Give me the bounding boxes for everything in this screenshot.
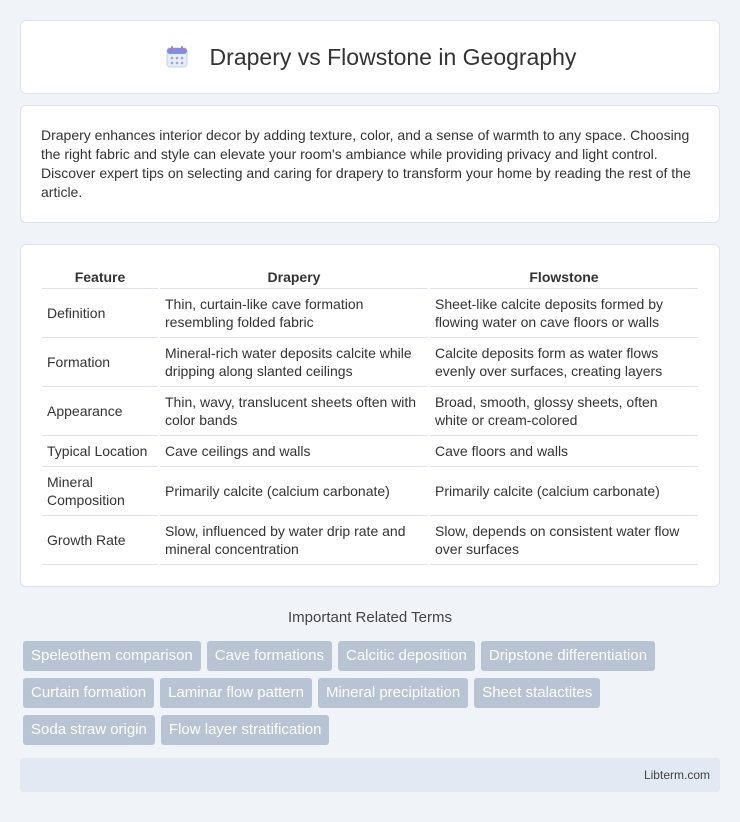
table-row <box>42 516 698 565</box>
table-row <box>42 467 698 516</box>
drapery-cell: Slow, influenced by water drip rate and mineral concentration <box>160 516 428 565</box>
table-row <box>42 387 698 436</box>
feature-cell: Growth Rate <box>42 516 158 565</box>
footer-brand-link[interactable]: Libterm.com <box>643 768 710 782</box>
header-drapery: Drapery <box>160 263 428 289</box>
flowstone-cell: Cave floors and walls <box>430 436 698 467</box>
drapery-cell: Mineral-rich water deposits calcite while dripping along slanted ceilings <box>160 338 428 387</box>
flowstone-cell: Sheet-like calcite deposits formed by flowing water on cave floors or walls <box>430 289 698 338</box>
related-term-tag[interactable]: Laminar flow pattern <box>160 678 312 708</box>
flowstone-cell: Calcite deposits form as water flows evenly over surfaces, creating layers <box>430 338 698 387</box>
drapery-cell: Primarily calcite (calcium carbonate) <box>160 467 428 516</box>
feature-cell: Typical Location <box>42 436 158 467</box>
related-term-tag[interactable]: Dripstone differentiation <box>481 641 655 671</box>
table-row <box>42 338 698 387</box>
drapery-cell: Thin, curtain-like cave formation resembling folded fabric <box>160 289 428 338</box>
header-feature: Feature <box>42 263 158 289</box>
drapery-cell: Cave ceilings and walls <box>160 436 428 467</box>
feature-cell: Mineral Composition <box>42 467 158 516</box>
related-term-tag[interactable]: Calcitic deposition <box>338 641 475 671</box>
flowstone-cell: Slow, depends on consistent water flow over surfaces <box>430 516 698 565</box>
drapery-cell: Thin, wavy, translucent sheets often with color bands <box>160 387 428 436</box>
related-term-tag[interactable]: Speleothem comparison <box>23 641 201 671</box>
related-term-tag[interactable]: Flow layer stratification <box>161 715 330 745</box>
calendar-icon <box>164 44 190 70</box>
comparison-table <box>40 263 700 565</box>
table-row <box>42 289 698 338</box>
flowstone-cell: Primarily calcite (calcium carbonate) <box>430 467 698 516</box>
intro-text: Drapery enhances interior decor by adding texture, color, and a sense of warmth to any space. Choosing the right fabric and style can elevate your room's ambiance while providing privacy and light control. Discover expert tips on selecting and caring for drapery to transform your home by reading the rest of the article. <box>41 127 691 200</box>
related-term-tag[interactable]: Sheet stalactites <box>474 678 600 708</box>
comparison-table-card <box>20 244 720 587</box>
table-header-row <box>42 263 698 289</box>
feature-cell: Formation <box>42 338 158 387</box>
feature-cell: Definition <box>42 289 158 338</box>
footer <box>20 758 720 792</box>
related-terms-list <box>23 641 713 745</box>
header-card <box>20 20 720 94</box>
related-term-tag[interactable]: Curtain formation <box>23 678 154 708</box>
header-flowstone: Flowstone <box>430 263 698 289</box>
related-term-tag[interactable]: Mineral precipitation <box>318 678 468 708</box>
related-term-tag[interactable]: Cave formations <box>207 641 332 671</box>
intro-card <box>20 105 720 223</box>
related-terms-title: Important Related Terms <box>288 609 452 626</box>
related-term-tag[interactable]: Soda straw origin <box>23 715 155 745</box>
feature-cell: Appearance <box>42 387 158 436</box>
page-title: Drapery vs Flowstone in Geography <box>209 43 577 70</box>
flowstone-cell: Broad, smooth, glossy sheets, often white or cream-colored <box>430 387 698 436</box>
table-row <box>42 436 698 467</box>
